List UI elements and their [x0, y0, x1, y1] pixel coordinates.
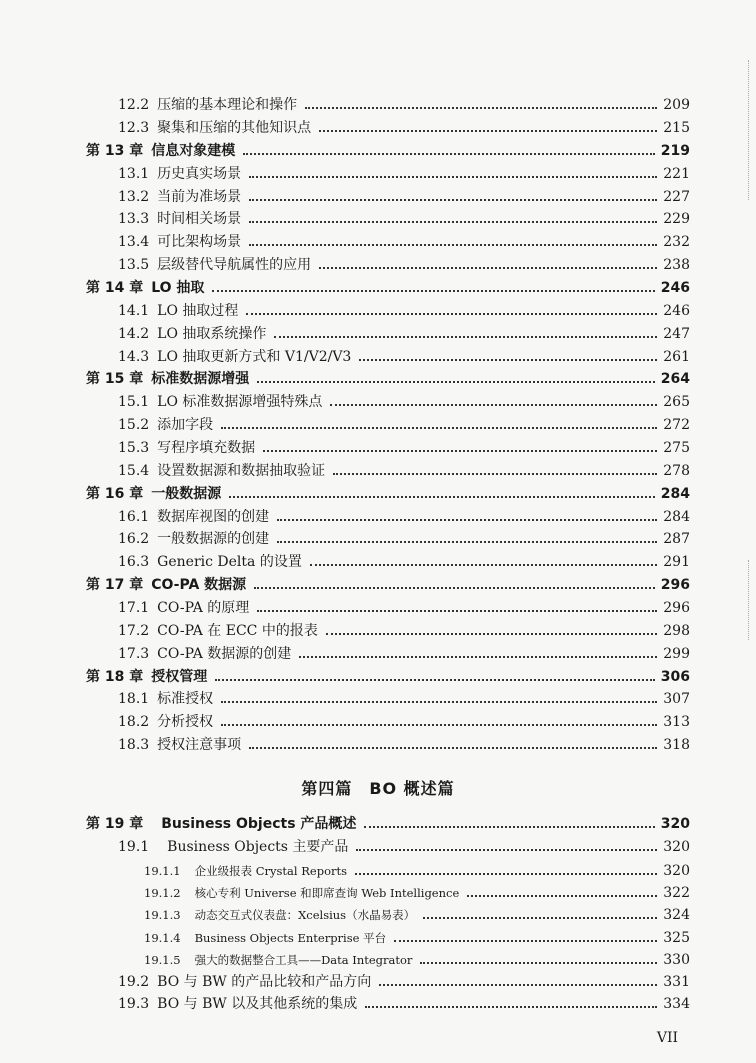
section-title: Generic Delta 的设置 — [157, 554, 302, 570]
toc-entry — [118, 119, 690, 137]
toc-entry — [118, 210, 690, 228]
page-number: 209 — [663, 97, 690, 113]
dot-leader — [263, 449, 657, 452]
dot-leader — [254, 586, 655, 589]
section-number: 19.3 — [118, 996, 150, 1012]
subsection-title: 企业级报表 Crystal Reports — [194, 864, 348, 878]
page-number: 247 — [663, 326, 690, 342]
section-number: 16.2 — [118, 531, 150, 547]
page-number: 320 — [663, 863, 690, 879]
section-number: 19.1 — [118, 839, 150, 855]
subsection-number: 19.1.3 — [144, 908, 181, 922]
toc-entry — [118, 622, 690, 640]
page-number: 320 — [663, 839, 690, 855]
section-title: LO 抽取过程 — [157, 303, 239, 319]
page-number: 278 — [663, 463, 690, 479]
toc-chapter — [86, 668, 690, 686]
toc-entry — [118, 325, 690, 343]
chapter-title: 标准数据源增强 — [151, 371, 250, 387]
section-number: 15.2 — [118, 417, 150, 433]
chapter-number: 第 13 章 — [86, 143, 144, 159]
dot-leader — [333, 472, 657, 475]
toc-chapter — [86, 485, 690, 503]
section-number: 17.2 — [118, 623, 150, 639]
section-title: 时间相关场景 — [157, 211, 242, 227]
chapter-title: CO-PA 数据源 — [151, 577, 247, 593]
page-number: 219 — [660, 143, 690, 159]
page-number: 330 — [663, 952, 690, 968]
section-title: 一般数据源的创建 — [157, 531, 270, 547]
section-number: 13.4 — [118, 234, 150, 250]
toc-entry — [118, 96, 690, 114]
subsection-title: Business Objects Enterprise 平台 — [194, 931, 387, 945]
chapter-number: 第 14 章 — [86, 280, 144, 296]
toc-entry — [118, 462, 690, 480]
page-number: 296 — [663, 600, 690, 616]
section-number: 18.2 — [118, 714, 150, 730]
page-number: 331 — [663, 974, 690, 990]
dot-leader — [221, 700, 657, 703]
chapter-number: 第 18 章 — [86, 669, 144, 685]
page-number: 284 — [660, 486, 690, 502]
section-title: 压缩的基本理论和操作 — [157, 97, 298, 113]
section-title: 数据库视图的创建 — [157, 509, 270, 525]
dot-leader — [467, 894, 657, 897]
page-number: 299 — [663, 646, 690, 662]
page-number: 229 — [663, 211, 690, 227]
toc-subentry — [144, 929, 690, 947]
page-number: 227 — [663, 189, 690, 205]
dot-leader — [277, 540, 657, 543]
toc-entry — [118, 348, 690, 366]
page-number: 318 — [663, 737, 690, 753]
section-title: LO 抽取系统操作 — [157, 326, 267, 342]
page-number: 325 — [663, 930, 690, 946]
dot-leader — [221, 723, 657, 726]
page-number: 284 — [663, 509, 690, 525]
dot-leader — [215, 678, 655, 681]
dot-leader — [305, 106, 657, 109]
section-number: 13.1 — [118, 166, 150, 182]
toc-entry — [118, 713, 690, 731]
subsection-number: 19.1.5 — [144, 953, 181, 967]
section-number: 19.2 — [118, 974, 150, 990]
section-title: LO 抽取更新方式和 V1/V2/V3 — [157, 349, 352, 365]
section-title: 当前为准场景 — [157, 189, 242, 205]
section-title: BO 与 BW 以及其他系统的集成 — [157, 996, 358, 1012]
page-number: 307 — [663, 691, 690, 707]
section-title: LO 标准数据源增强特殊点 — [157, 394, 323, 410]
subsection-title: 强大的数据整合工具——Data Integrator — [194, 953, 413, 967]
chapter-number: 第 19 章 — [86, 816, 144, 832]
toc-entry — [118, 736, 690, 754]
toc-entry — [118, 393, 690, 411]
section-number: 15.4 — [118, 463, 150, 479]
toc-subentry — [144, 906, 690, 924]
dot-leader — [249, 746, 657, 749]
subsection-title: 核心专利 Universe 和即席查询 Web Intelligence — [194, 886, 460, 900]
section-title: CO-PA 的原理 — [157, 600, 250, 616]
page-number: 246 — [663, 303, 690, 319]
toc-entry — [118, 599, 690, 617]
part-heading: 第四篇 BO 概述篇 — [301, 779, 455, 798]
section-number: 18.1 — [118, 691, 150, 707]
dot-leader — [319, 266, 657, 269]
dot-leader — [299, 655, 657, 658]
dot-leader — [326, 632, 657, 635]
section-title: 设置数据源和数据抽取验证 — [157, 463, 326, 479]
section-title: Business Objects 主要产品 — [167, 839, 349, 855]
dot-leader — [246, 312, 657, 315]
section-title: 历史真实场景 — [157, 166, 242, 182]
subsection-number: 19.1.1 — [144, 864, 181, 878]
toc-entry — [118, 553, 690, 571]
page-number: 221 — [663, 166, 690, 182]
section-number: 15.1 — [118, 394, 150, 410]
toc-entry — [118, 416, 690, 434]
toc-entry — [118, 233, 690, 251]
dot-leader — [221, 426, 657, 429]
section-title: 聚集和压缩的其他知识点 — [157, 120, 312, 136]
dot-leader — [277, 518, 657, 521]
scan-edge-mark — [748, 560, 750, 640]
dot-leader — [420, 961, 657, 964]
page-number: 298 — [663, 623, 690, 639]
section-number: 16.1 — [118, 509, 150, 525]
section-title: 分析授权 — [157, 714, 214, 730]
page-number: 322 — [663, 885, 690, 901]
dot-leader — [243, 152, 655, 155]
section-number: 13.2 — [118, 189, 150, 205]
section-title: 层级替代导航属性的应用 — [157, 257, 312, 273]
dot-leader — [249, 220, 657, 223]
toc-entry — [118, 838, 690, 856]
toc-chapter — [86, 815, 690, 833]
chapter-number: 第 17 章 — [86, 577, 144, 593]
section-title: CO-PA 在 ECC 中的报表 — [157, 623, 318, 639]
section-number: 18.3 — [118, 737, 150, 753]
toc-chapter — [86, 279, 690, 297]
section-number: 12.3 — [118, 120, 150, 136]
page-number: 272 — [663, 417, 690, 433]
dot-leader — [274, 335, 657, 338]
toc-entry — [118, 995, 690, 1013]
scan-edge-mark — [748, 60, 750, 200]
section-number: 12.2 — [118, 97, 150, 113]
page-number: 246 — [660, 280, 690, 296]
chapter-title: 一般数据源 — [151, 486, 222, 502]
page-number: 296 — [660, 577, 690, 593]
dot-leader — [229, 495, 655, 498]
page-number: 313 — [663, 714, 690, 730]
toc-entry — [118, 302, 690, 320]
dot-leader — [310, 563, 657, 566]
page-number: 306 — [660, 669, 690, 685]
toc-entry — [118, 530, 690, 548]
toc-chapter — [86, 370, 690, 388]
section-title: CO-PA 数据源的创建 — [157, 646, 292, 662]
page-number: 291 — [663, 554, 690, 570]
page-number: 324 — [663, 907, 690, 923]
dot-leader — [365, 1005, 657, 1008]
section-number: 16.3 — [118, 554, 150, 570]
subsection-number: 19.1.4 — [144, 931, 181, 945]
chapter-title: 信息对象建模 — [151, 143, 236, 159]
dot-leader — [423, 916, 657, 919]
toc-entry — [118, 165, 690, 183]
section-title: 可比架构场景 — [157, 234, 242, 250]
page-number: 275 — [663, 440, 690, 456]
section-title: BO 与 BW 的产品比较和产品方向 — [157, 974, 372, 990]
section-title: 标准授权 — [157, 691, 214, 707]
dot-leader — [257, 609, 657, 612]
chapter-number: 第 15 章 — [86, 371, 144, 387]
page-number: 238 — [663, 257, 690, 273]
folio-page-number: VII — [656, 1030, 678, 1046]
page-number: 334 — [663, 996, 690, 1012]
toc-chapter — [86, 576, 690, 594]
section-title: 授权注意事项 — [157, 737, 242, 753]
page-number: 232 — [663, 234, 690, 250]
subsection-title: 动态交互式仪表盘：Xcelsius（水晶易表） — [194, 908, 416, 922]
toc-entry — [118, 645, 690, 663]
section-number: 14.2 — [118, 326, 150, 342]
dot-leader — [359, 358, 657, 361]
section-number: 14.3 — [118, 349, 150, 365]
dot-leader — [319, 129, 657, 132]
page-number: 215 — [663, 120, 690, 136]
page-number: 265 — [663, 394, 690, 410]
toc-entry — [118, 256, 690, 274]
section-number: 17.3 — [118, 646, 150, 662]
section-number: 13.5 — [118, 257, 150, 273]
page-number: 287 — [663, 531, 690, 547]
toc-entry — [118, 439, 690, 457]
section-title: 添加字段 — [157, 417, 214, 433]
dot-leader — [257, 380, 655, 383]
subsection-number: 19.1.2 — [144, 886, 181, 900]
toc-entry — [118, 690, 690, 708]
chapter-number: 第 16 章 — [86, 486, 144, 502]
section-number: 15.3 — [118, 440, 150, 456]
dot-leader — [249, 243, 657, 246]
chapter-title: Business Objects 产品概述 — [161, 816, 357, 832]
dot-leader — [379, 983, 657, 986]
toc-entry — [118, 508, 690, 526]
chapter-title: LO 抽取 — [151, 280, 205, 296]
dot-leader — [355, 872, 657, 875]
dot-leader — [356, 848, 657, 851]
page-number: 320 — [660, 816, 690, 832]
toc-subentry — [144, 951, 690, 969]
section-number: 13.3 — [118, 211, 150, 227]
section-title: 写程序填充数据 — [157, 440, 256, 456]
page-number: 264 — [660, 371, 690, 387]
dot-leader — [249, 198, 657, 201]
toc-subentry — [144, 884, 690, 902]
toc-entry — [118, 973, 690, 991]
dot-leader — [212, 289, 654, 292]
toc-subentry — [144, 862, 690, 880]
dot-leader — [394, 939, 657, 942]
dot-leader — [249, 175, 657, 178]
toc-chapter — [86, 142, 690, 160]
section-number: 17.1 — [118, 600, 150, 616]
section-number: 14.1 — [118, 303, 150, 319]
dot-leader — [330, 403, 657, 406]
dot-leader — [364, 825, 654, 828]
chapter-title: 授权管理 — [151, 669, 208, 685]
page-number: 261 — [663, 349, 690, 365]
toc-entry — [118, 188, 690, 206]
